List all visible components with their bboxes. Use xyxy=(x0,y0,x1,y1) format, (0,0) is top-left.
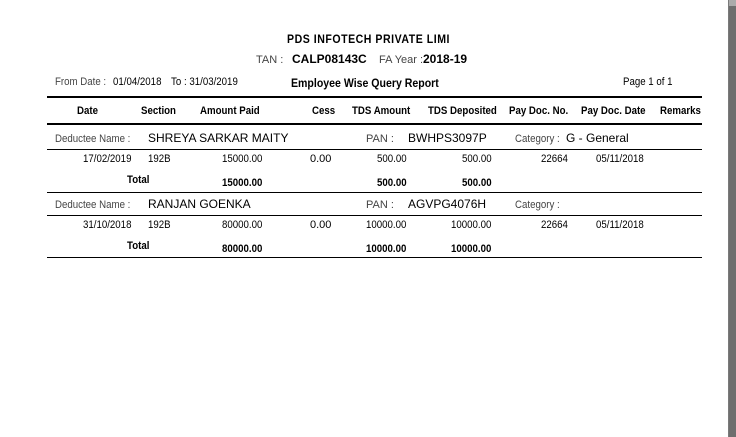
group-rule xyxy=(47,149,702,150)
row-tds-amount: 500.00 xyxy=(377,153,407,165)
row-pay-doc-no: 22664 xyxy=(541,153,568,165)
pan-value: BWHPS3097P xyxy=(408,131,487,145)
row-tds-deposited: 10000.00 xyxy=(451,219,492,231)
fa-year-value: 2018-19 xyxy=(423,52,468,66)
pan-value: AGVPG4076H xyxy=(408,197,487,211)
col-pay-doc-no: Pay Doc. No. xyxy=(509,105,569,117)
row-cess: 0.00 xyxy=(310,219,332,231)
from-date: 01/04/2018 xyxy=(113,76,162,88)
col-tds-amount: TDS Amount xyxy=(352,105,411,117)
row-date: 17/02/2019 xyxy=(83,153,132,165)
row-pay-doc-date: 05/11/2018 xyxy=(596,219,644,231)
page-shadow xyxy=(729,6,736,437)
from-date-label: From Date : xyxy=(55,76,107,88)
row-tds-deposited: 500.00 xyxy=(462,153,492,165)
col-section: Section xyxy=(141,105,176,117)
category-value: G - General xyxy=(566,131,629,145)
row-pay-doc-date: 05/11/2018 xyxy=(596,153,644,165)
row-amount-paid: 15000.00 xyxy=(222,153,263,165)
row-date: 31/10/2018 xyxy=(83,219,132,231)
col-amount-paid: Amount Paid xyxy=(200,105,260,117)
col-date: Date xyxy=(77,105,98,117)
total-tds-amount: 10000.00 xyxy=(366,243,407,255)
tan-value: CALP08143C xyxy=(292,52,367,66)
header-top-rule xyxy=(47,96,702,98)
tan-label: TAN : xyxy=(256,54,284,66)
to-label: To xyxy=(171,76,182,88)
pan-label: PAN : xyxy=(366,133,394,145)
to-date: : 31/03/2019 xyxy=(184,76,238,88)
deductee-label: Deductee Name : xyxy=(55,199,131,211)
deductee-label: Deductee Name : xyxy=(55,133,131,145)
category-label: Category : xyxy=(515,133,560,145)
row-tds-amount: 10000.00 xyxy=(366,219,407,231)
total-label: Total xyxy=(127,240,150,252)
pan-label: PAN : xyxy=(366,199,394,211)
total-tds-amount: 500.00 xyxy=(377,177,407,189)
category-label: Category : xyxy=(515,199,560,211)
row-amount-paid: 80000.00 xyxy=(222,219,263,231)
row-section: 192B xyxy=(148,153,171,165)
report-title: Employee Wise Query Report xyxy=(291,76,439,90)
group-rule xyxy=(47,192,702,193)
total-label: Total xyxy=(127,174,150,186)
deductee-name: SHREYA SARKAR MAITY xyxy=(148,131,289,145)
col-remarks: Remarks xyxy=(660,105,701,117)
header-bottom-rule xyxy=(47,123,702,125)
group-rule xyxy=(47,215,702,216)
fa-year-label: FA Year : xyxy=(379,54,424,66)
group-rule xyxy=(47,257,702,258)
col-cess: Cess xyxy=(312,105,336,117)
page-info: Page 1 of 1 xyxy=(623,76,673,88)
total-tds-deposited: 10000.00 xyxy=(451,243,492,255)
row-pay-doc-no: 22664 xyxy=(541,219,568,231)
company-name: PDS INFOTECH PRIVATE LIMI xyxy=(287,32,451,46)
total-amount-paid: 15000.00 xyxy=(222,177,263,189)
total-amount-paid: 80000.00 xyxy=(222,243,263,255)
total-tds-deposited: 500.00 xyxy=(462,177,492,189)
row-section: 192B xyxy=(148,219,171,231)
col-tds-deposited: TDS Deposited xyxy=(428,105,497,117)
col-pay-doc-date: Pay Doc. Date xyxy=(581,105,646,117)
deductee-name: RANJAN GOENKA xyxy=(148,197,251,211)
row-cess: 0.00 xyxy=(310,153,332,165)
